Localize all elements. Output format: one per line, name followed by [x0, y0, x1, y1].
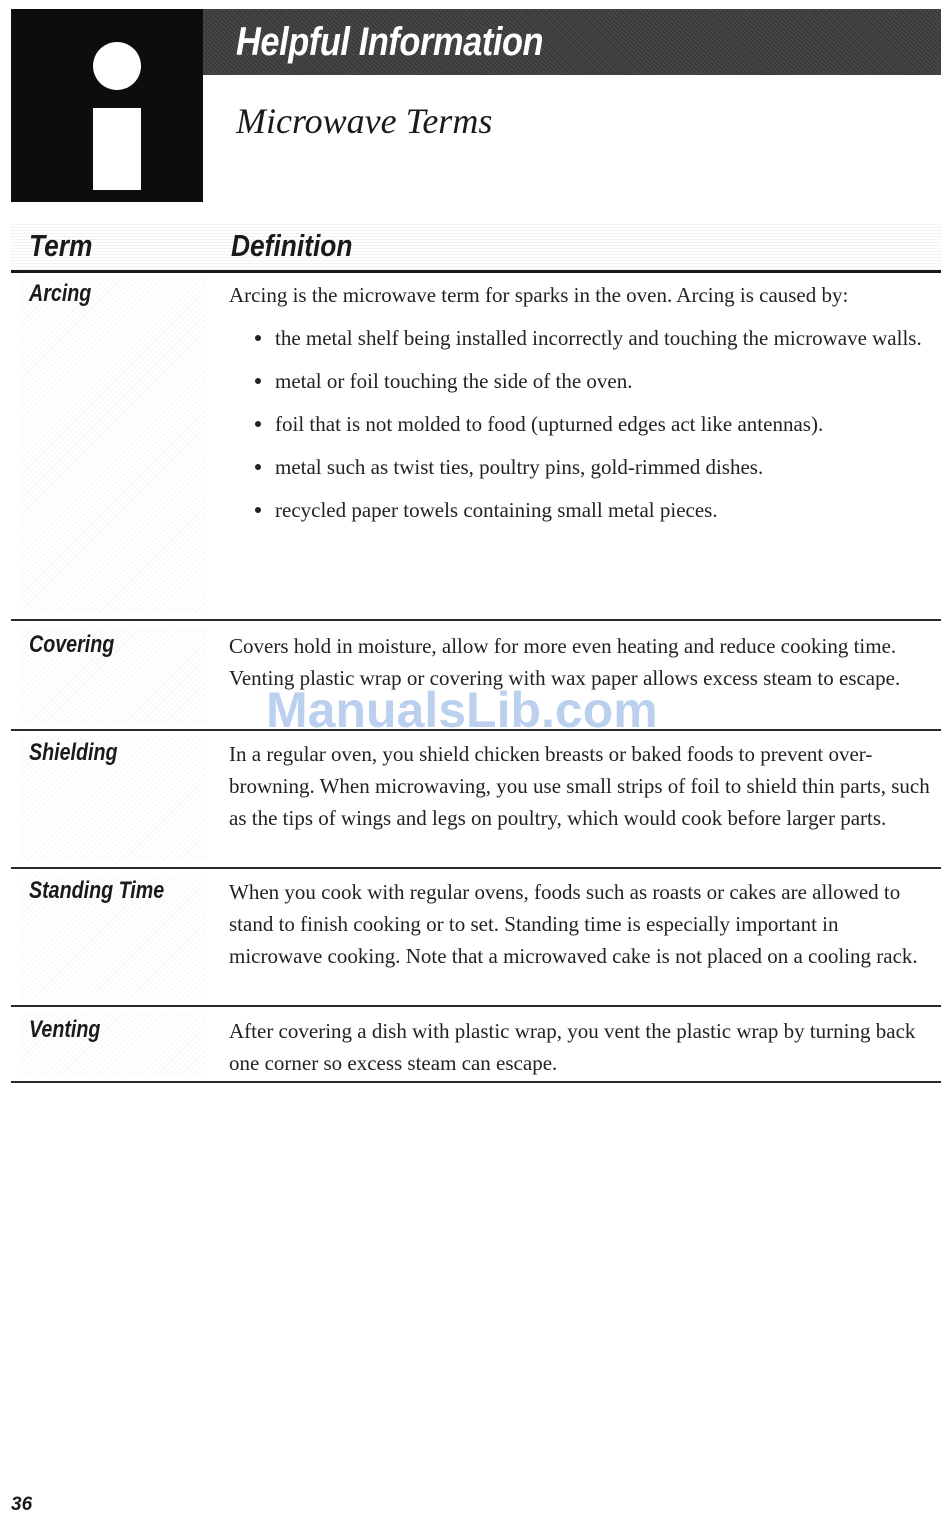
term-cell — [21, 736, 207, 861]
term-label: Arcing — [29, 280, 92, 307]
definition-text: After covering a dish with plastic wrap, you vent the plastic wrap by turning back one corner so excess steam can escape. — [229, 1019, 916, 1075]
definition-text: Covers hold in moisture, allow for more even heating and reduce cooking time. Venting plastic wrap or covering with wax paper allows excess steam to escape. — [229, 634, 901, 690]
definition-text: When you cook with regular ovens, foods such as roasts or cakes are allowed to stand to finish cooking or to set. Standing time is especially important in microwave cooking. Note that a microwaved cake is not placed on a cooling rack. — [229, 880, 918, 968]
bullet-icon — [255, 464, 261, 470]
banner-title: Helpful Information — [236, 20, 544, 64]
table-row — [11, 1009, 941, 1083]
bullet-icon — [255, 421, 261, 427]
table-header — [11, 224, 941, 273]
page-number: 36 — [11, 1494, 33, 1515]
bullet-item — [229, 408, 934, 440]
watermark: ManualsLib.com — [266, 682, 658, 738]
bullet-item — [229, 322, 934, 354]
definition-text: Arcing is the microwave term for sparks in the oven. Arcing is caused by: — [229, 283, 849, 307]
term-cell — [21, 277, 207, 613]
term-label: Shielding — [29, 739, 118, 766]
bullet-item — [229, 494, 934, 526]
bullet-text: the metal shelf being installed incorrectly and touching the microwave walls. — [275, 326, 922, 350]
column-header-term: Term — [29, 228, 93, 263]
bullet-text: metal such as twist ties, poultry pins, gold-rimmed dishes. — [275, 455, 764, 479]
bullet-icon — [255, 335, 261, 341]
info-icon-dot — [93, 42, 141, 90]
section-banner — [203, 9, 941, 75]
definition-cell — [229, 279, 934, 526]
definition-text: In a regular oven, you shield chicken breasts or baked foods to prevent over-browning. When microwaving, you use small strips of foil to shield thin parts, such as the tips of wings and legs on poultry, which would cook before larger parts. — [229, 742, 930, 830]
bullet-item — [229, 451, 934, 483]
bullet-item — [229, 365, 934, 397]
term-label: Standing Time — [29, 877, 165, 904]
bullet-text: metal or foil touching the side of the oven. — [275, 369, 633, 393]
term-label: Venting — [29, 1016, 101, 1043]
table-row — [11, 732, 941, 869]
bullet-icon — [255, 507, 261, 513]
table-row — [11, 870, 941, 1007]
term-cell — [21, 1013, 207, 1075]
column-header-definition: Definition — [231, 228, 353, 263]
bullet-icon — [255, 378, 261, 384]
page-subtitle: Microwave Terms — [236, 101, 493, 141]
info-icon-stem — [93, 108, 141, 190]
term-label: Covering — [29, 631, 115, 658]
term-cell — [21, 874, 207, 999]
bullet-list — [229, 322, 934, 526]
term-cell — [21, 628, 207, 723]
bullet-text: foil that is not molded to food (upturned edges act like antennas). — [275, 412, 824, 436]
table-row — [11, 273, 941, 621]
bullet-text: recycled paper towels containing small metal pieces. — [275, 498, 718, 522]
info-icon — [11, 9, 203, 202]
